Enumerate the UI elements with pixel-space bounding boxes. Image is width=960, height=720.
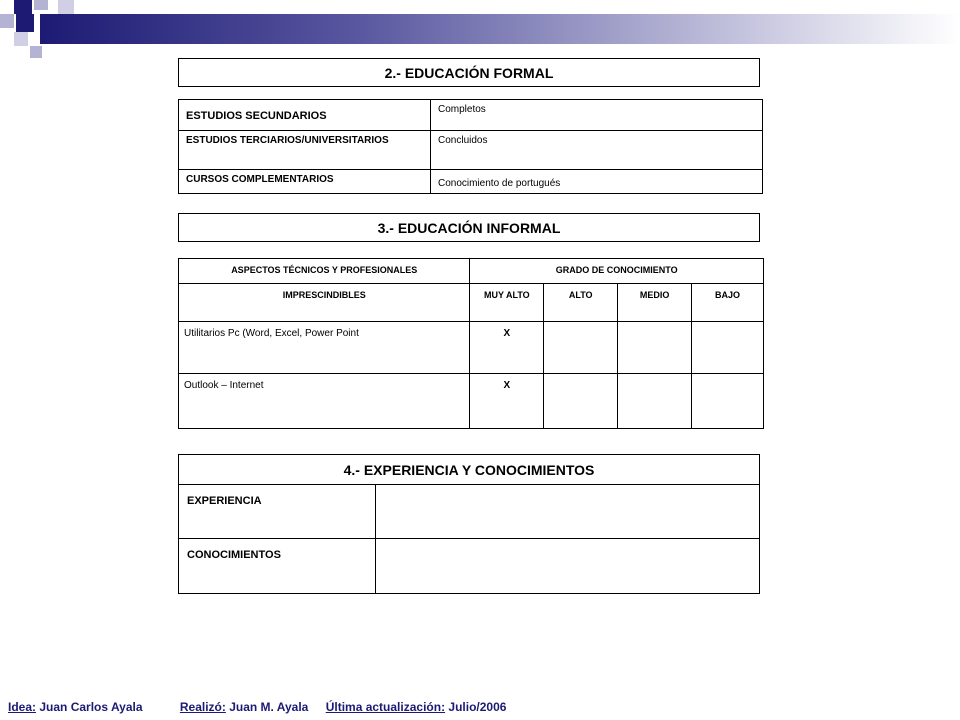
row-label: ESTUDIOS SECUNDARIOS: [179, 100, 431, 131]
informal-education-table: [178, 258, 764, 429]
table-row: [179, 131, 763, 170]
mark-cell: [618, 374, 692, 429]
subheader: ALTO: [544, 284, 618, 322]
footer-realizo-value: Juan M. Ayala: [229, 700, 309, 714]
section2-title-text: 2.- EDUCACIÓN FORMAL: [384, 64, 554, 81]
footer-realizo: [180, 700, 312, 714]
table-row: [179, 322, 764, 374]
row-value: [376, 539, 760, 594]
subheader: IMPRESCINDIBLES: [179, 284, 470, 322]
row-label: CURSOS COMPLEMENTARIOS: [179, 170, 431, 194]
subheader: BAJO: [692, 284, 764, 322]
level-header: GRADO DE CONOCIMIENTO: [470, 259, 764, 284]
mark-cell: X: [470, 322, 544, 374]
table-row: [179, 100, 763, 131]
row-value: Completos: [431, 100, 763, 131]
row-value: Conocimiento de portugués: [431, 170, 763, 194]
row-label: ESTUDIOS TERCIARIOS/UNIVERSITARIOS: [179, 131, 431, 170]
mark-cell: [692, 374, 764, 429]
subheader: MUY ALTO: [470, 284, 544, 322]
mark-cell: [692, 322, 764, 374]
footer-update-value: Julio/2006: [448, 700, 507, 714]
table-row: [179, 170, 763, 194]
table-row: [179, 259, 764, 284]
row-label: EXPERIENCIA: [179, 485, 376, 539]
section2-title: [178, 58, 760, 87]
deco-square: [0, 14, 14, 28]
deco-square: [14, 0, 32, 14]
deco-square: [14, 32, 28, 46]
table-row: [179, 485, 760, 539]
header-gradient-bar: [40, 14, 960, 44]
row-label: CONOCIMIENTOS: [179, 539, 376, 594]
row-value: Concluidos: [431, 131, 763, 170]
mark-cell: [544, 374, 618, 429]
experience-table: [178, 484, 760, 594]
formal-education-table: [178, 99, 763, 194]
footer-idea: [8, 700, 146, 714]
deco-square: [30, 46, 42, 58]
table-row: [179, 539, 760, 594]
mark-cell: [544, 322, 618, 374]
footer-realizo-label: Realizó:: [179, 700, 226, 714]
table-row: [179, 284, 764, 322]
row-value: [376, 485, 760, 539]
table-row: [179, 374, 764, 429]
section4-title: [178, 454, 760, 485]
deco-square: [16, 14, 34, 32]
item-cell: Utilitarios Pc (Word, Excel, Power Point: [179, 322, 470, 374]
section3-title-text: 3.- EDUCACIÓN INFORMAL: [377, 219, 561, 236]
footer-update-label: Última actualización:: [325, 700, 446, 714]
item-cell: Outlook – Internet: [179, 374, 470, 429]
footer: [8, 700, 506, 714]
deco-square: [58, 0, 74, 14]
footer-idea-value: Juan Carlos Ayala: [39, 700, 143, 714]
deco-square: [34, 0, 48, 10]
section4-title-text: 4.- EXPERIENCIA Y CONOCIMIENTOS: [343, 461, 595, 478]
subheader: MEDIO: [618, 284, 692, 322]
footer-idea-label: Idea:: [8, 700, 37, 714]
mark-cell: [618, 322, 692, 374]
section3-title: [178, 213, 760, 242]
mark-cell: X: [470, 374, 544, 429]
footer-update: [326, 700, 507, 714]
aspects-header: ASPECTOS TÉCNICOS Y PROFESIONALES: [179, 259, 470, 284]
